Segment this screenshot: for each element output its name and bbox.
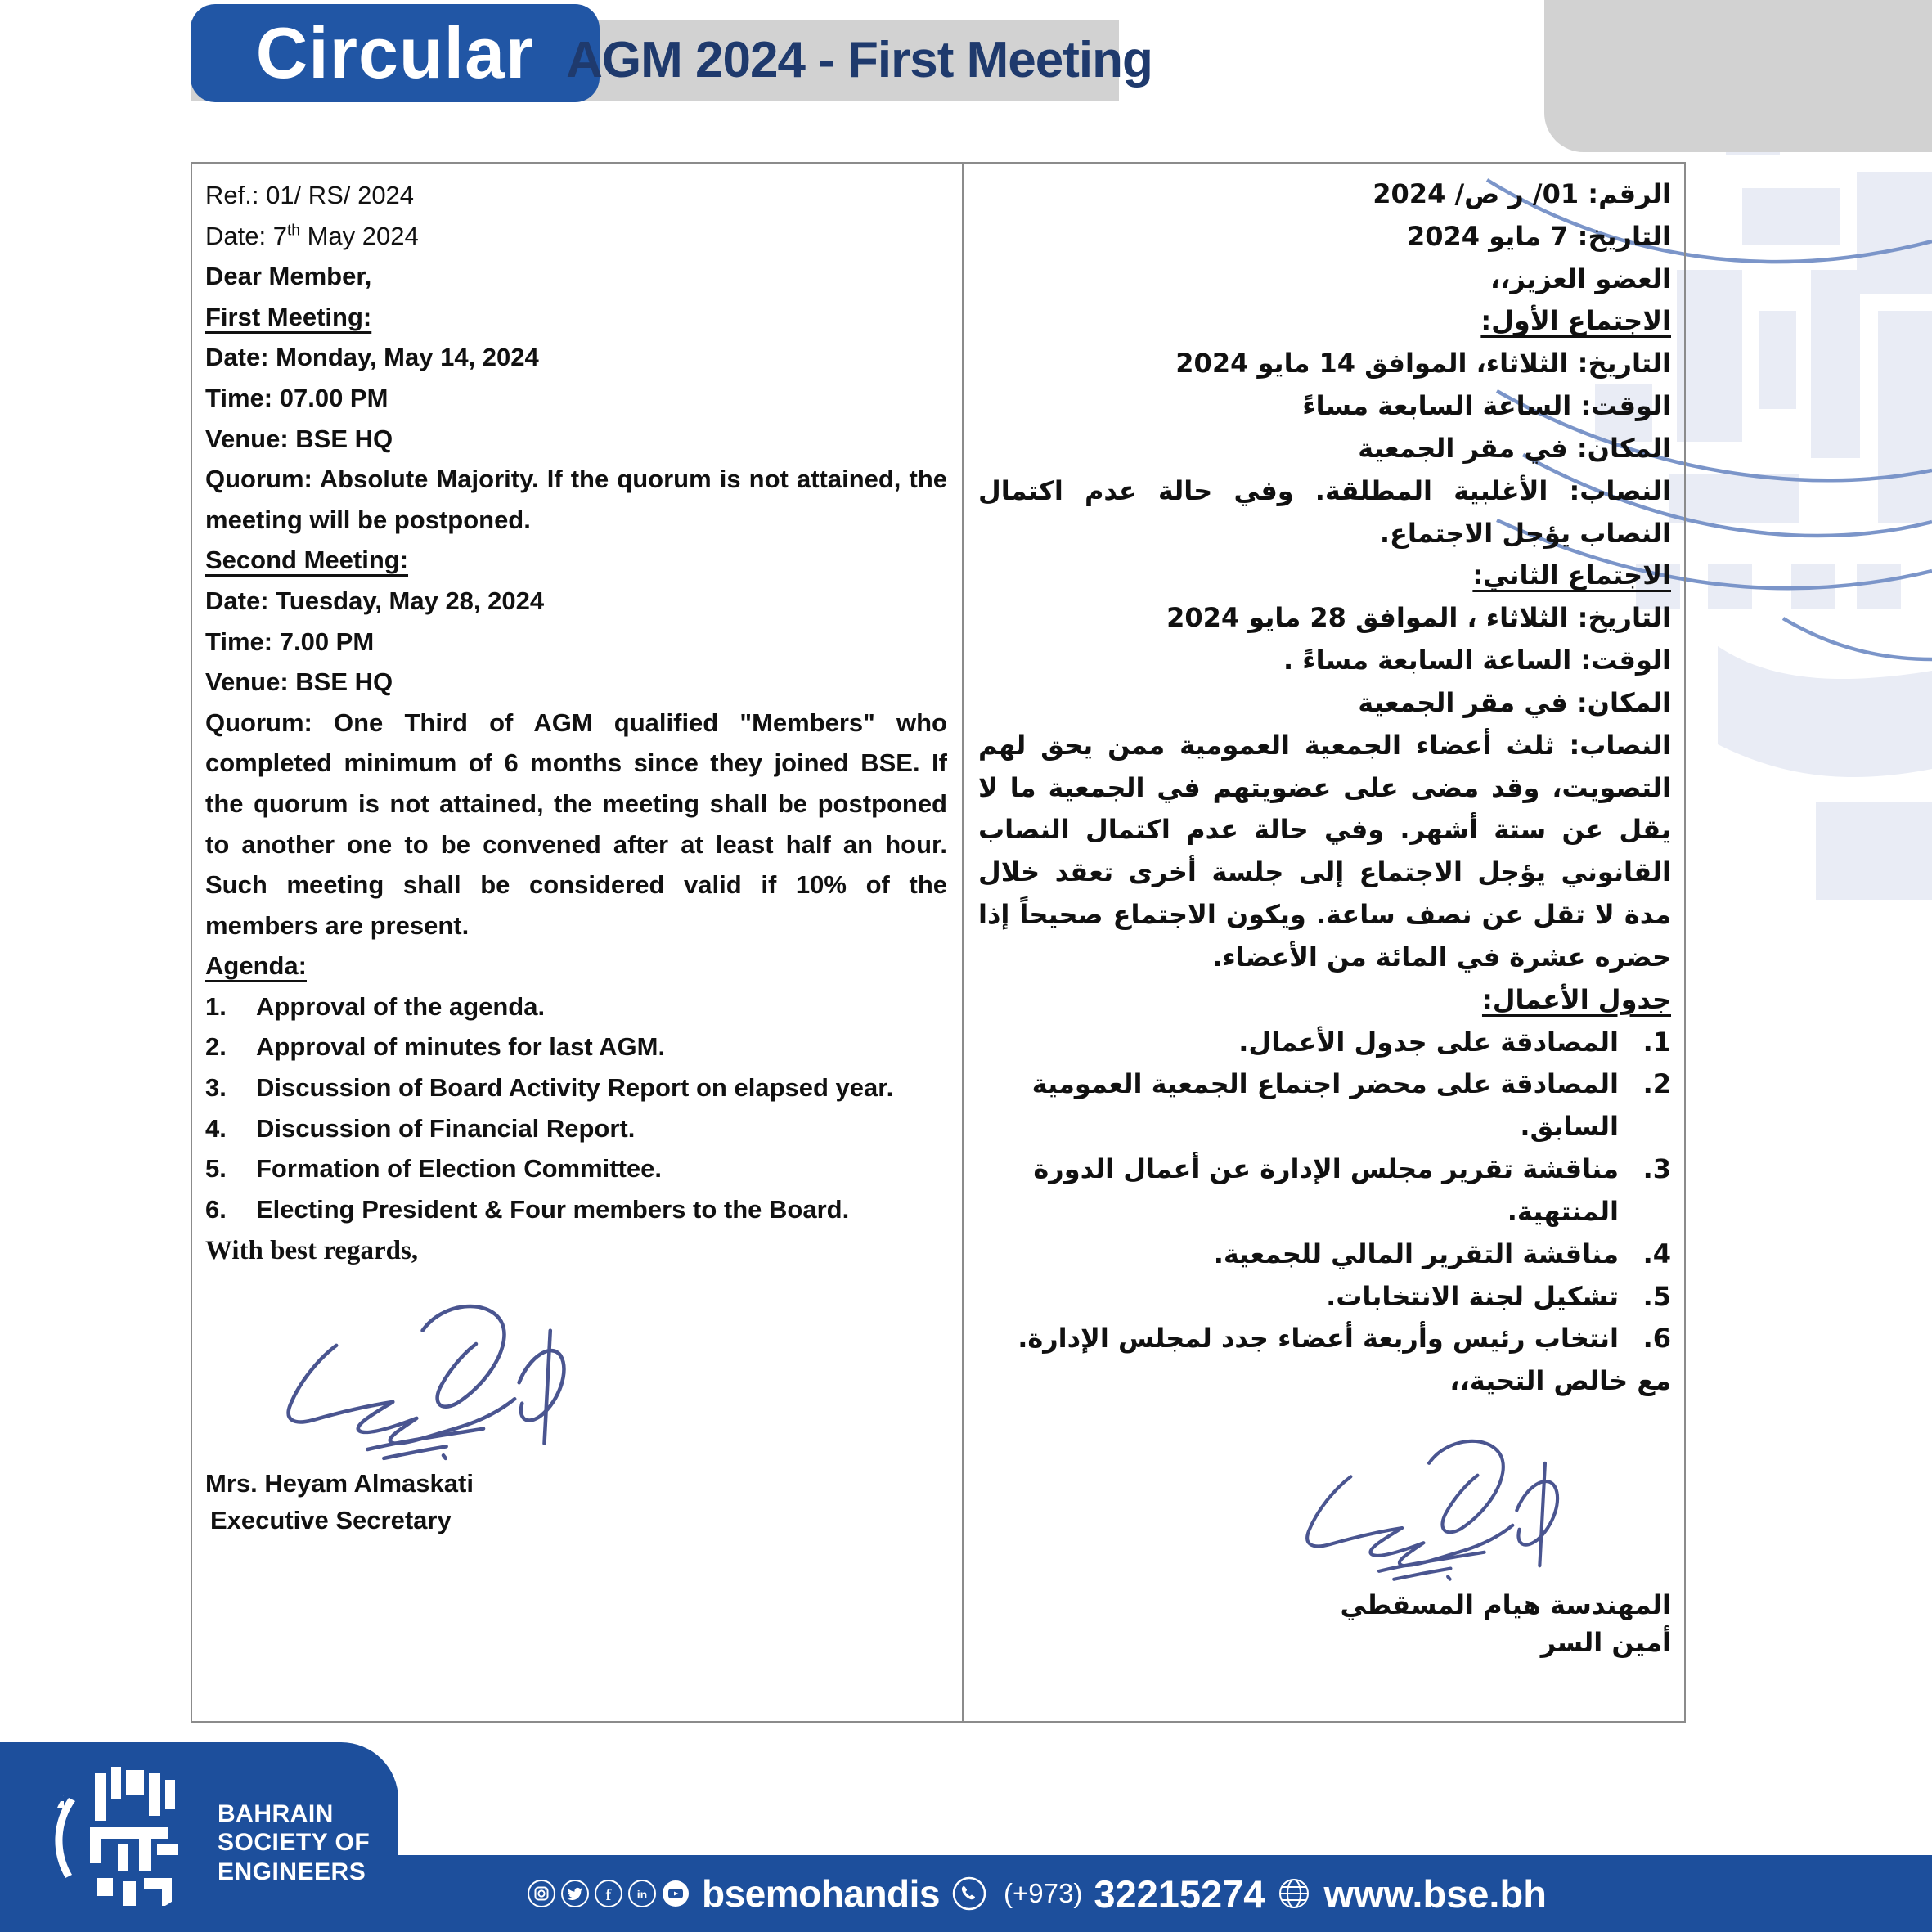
phone-country-code: (+973) [1004, 1878, 1083, 1908]
signature-ar [1274, 1424, 1593, 1586]
social-icons [527, 1879, 690, 1908]
signatory-block-ar [978, 1586, 1671, 1662]
agenda-item-en: 3. Discussion of Board Activity Report on elapsed year. [205, 1073, 894, 1103]
circular-badge-label: Circular [255, 12, 535, 93]
second-meeting-venue-ar: المكان: في مقر الجمعية [1358, 686, 1671, 718]
svg-text:in: in [636, 1888, 648, 1901]
org-name-line2: SOCIETY OF [218, 1829, 371, 1857]
ref-line-ar: الرقم: 01/ ر ص/ 2024 [1373, 178, 1671, 209]
org-name-line3: ENGINEERS [218, 1858, 366, 1885]
agenda-heading-en: Agenda: [205, 951, 307, 981]
youtube-icon[interactable] [661, 1879, 690, 1908]
first-meeting-quorum-ar: النصاب: الأغلبية المطلقة. وفي حالة عدم اكتمال النصاب يؤجل الاجتماع. [978, 474, 1671, 549]
footer-contact-row [527, 1855, 1547, 1932]
date-line-en: Date: 7th May 2024 [205, 221, 419, 250]
org-name-line1: BAHRAIN [218, 1800, 334, 1827]
svg-text:f: f [605, 1886, 612, 1904]
agenda-item-ar: 4. مناقشة التقرير المالي للجمعية. [1213, 1238, 1671, 1269]
second-meeting-venue-en: Venue: BSE HQ [205, 667, 393, 697]
second-meeting-quorum-ar: النصاب: ثلث أعضاء الجمعية العمومية ممن يحق لهم التصويت، وقد مضى على عضويتهم في الجمعية ما لا يقل عن ستة أشهر. وفي حالة عدم اكتمال النصاب القانوني يؤجل الاجتماع إلى جلسة أخرى تعقد خلال مدة لا تقل عن نصف ساعة. ويكون الاجتماع صحيحاً إذا حضره عشرة في المائة من الأعضاء. [978, 729, 1671, 973]
first-meeting-time-ar: الوقت: الساعة السابعة مساءً [1302, 390, 1671, 422]
agenda-item-en: 4. Discussion of Financial Report. [205, 1113, 636, 1143]
first-meeting-date-en: Date: Monday, May 14, 2024 [205, 343, 539, 372]
arabic-column [964, 164, 1684, 1721]
signatory-title-ar: أمين السر [1540, 1627, 1671, 1659]
second-meeting-heading-en: Second Meeting: [205, 546, 409, 575]
second-meeting-quorum-en: Quorum: One Third of AGM qualified "Members" who completed minimum of 6 months since they joined BSE. If the quorum is not attained, the meeting shall be postponed to another one to be convened after at least half an hour. Such meeting shall be considered valid if 10% of the members are present. [205, 708, 947, 940]
second-meeting-time-en: Time: 7.00 PM [205, 627, 375, 656]
linkedin-icon[interactable] [627, 1879, 657, 1908]
salutation-en: Dear Member, [205, 262, 372, 291]
footer-logo-panel [0, 1742, 398, 1932]
signatory-block-en [205, 1466, 947, 1539]
whatsapp-icon[interactable] [951, 1876, 987, 1912]
date-line-ar: التاريخ: 7 مايو 2024 [1406, 220, 1671, 252]
second-meeting-date-ar: التاريخ: الثلاثاء ، الموافق 28 مايو 2024 [1166, 602, 1671, 634]
first-meeting-time-en: Time: 07.00 PM [205, 383, 389, 412]
facebook-icon[interactable] [594, 1879, 623, 1908]
first-meeting-date-ar: التاريخ: الثلاثاء، الموافق 14 مايو 2024 [1175, 348, 1671, 380]
closing-en: With best regards, [205, 1236, 419, 1266]
agenda-item-ar: 1. المصادقة على جدول الأعمال. [1238, 1026, 1671, 1058]
agenda-item-ar: 6. انتخاب رئيس وأربعة أعضاء جدد لمجلس الإدارة. [1018, 1323, 1671, 1355]
agenda-item-en: 6. Electing President & Four members to the Board. [205, 1194, 850, 1224]
first-meeting-venue-ar: المكان: في مقر الجمعية [1358, 432, 1671, 464]
agenda-item-en: 2. Approval of minutes for last AGM. [205, 1032, 666, 1062]
instagram-icon[interactable] [527, 1879, 556, 1908]
agenda-item-en: 1. Approval of the agenda. [205, 991, 546, 1021]
second-meeting-heading-ar: الاجتماع الثاني: [1472, 559, 1671, 591]
agenda-item-ar: 3. مناقشة تقرير مجلس الإدارة عن أعمال الدورة المنتهية. [1033, 1153, 1671, 1227]
social-handle[interactable]: bsemohandis [702, 1872, 941, 1915]
agenda-item-en: 5. Formation of Election Committee. [205, 1154, 663, 1184]
agenda-item-ar: 5. تشكيل لجنة الانتخابات. [1326, 1280, 1671, 1312]
english-column [192, 164, 964, 1721]
corner-gray-shape [1544, 0, 1932, 152]
org-name [218, 1799, 370, 1886]
second-meeting-date-en: Date: Tuesday, May 28, 2024 [205, 586, 545, 615]
first-meeting-heading-ar: الاجتماع الأول: [1480, 305, 1671, 337]
first-meeting-quorum-en: Quorum: Absolute Majority. If the quorum is not attained, the meeting will be postponed. [205, 465, 947, 534]
signature-en [251, 1287, 603, 1466]
salutation-ar: العضو العزيز،، [1490, 263, 1671, 294]
first-meeting-heading-en: First Meeting: [205, 302, 372, 331]
twitter-icon[interactable] [560, 1879, 590, 1908]
page-title: AGM 2024 - First Meeting [566, 32, 1152, 88]
website-link[interactable]: www.bse.bh [1323, 1871, 1547, 1916]
first-meeting-venue-en: Venue: BSE HQ [205, 424, 393, 453]
page-title-wrap [566, 20, 1152, 101]
second-meeting-time-ar: الوقت: الساعة السابعة مساءً . [1283, 645, 1671, 676]
phone-number[interactable]: 32215274 [1094, 1871, 1265, 1916]
agenda-heading-ar: جدول الأعمال: [1481, 983, 1671, 1015]
closing-ar: مع خالص التحية،، [1449, 1365, 1671, 1397]
signatory-name-ar: المهندسة هيام المسقطي [1340, 1589, 1671, 1621]
signatory-name-en: Mrs. Heyam Almaskati [205, 1469, 474, 1498]
globe-icon [1276, 1876, 1312, 1912]
ref-line-en: Ref.: 01/ RS/ 2024 [205, 181, 415, 209]
letter-table [191, 162, 1686, 1723]
circular-badge [191, 4, 600, 102]
agenda-item-ar: 2. المصادقة على محضر اجتماع الجمعية العمومية السابق. [1031, 1068, 1671, 1143]
bse-logo [47, 1759, 208, 1919]
signatory-title-en: Executive Secretary [210, 1506, 452, 1535]
